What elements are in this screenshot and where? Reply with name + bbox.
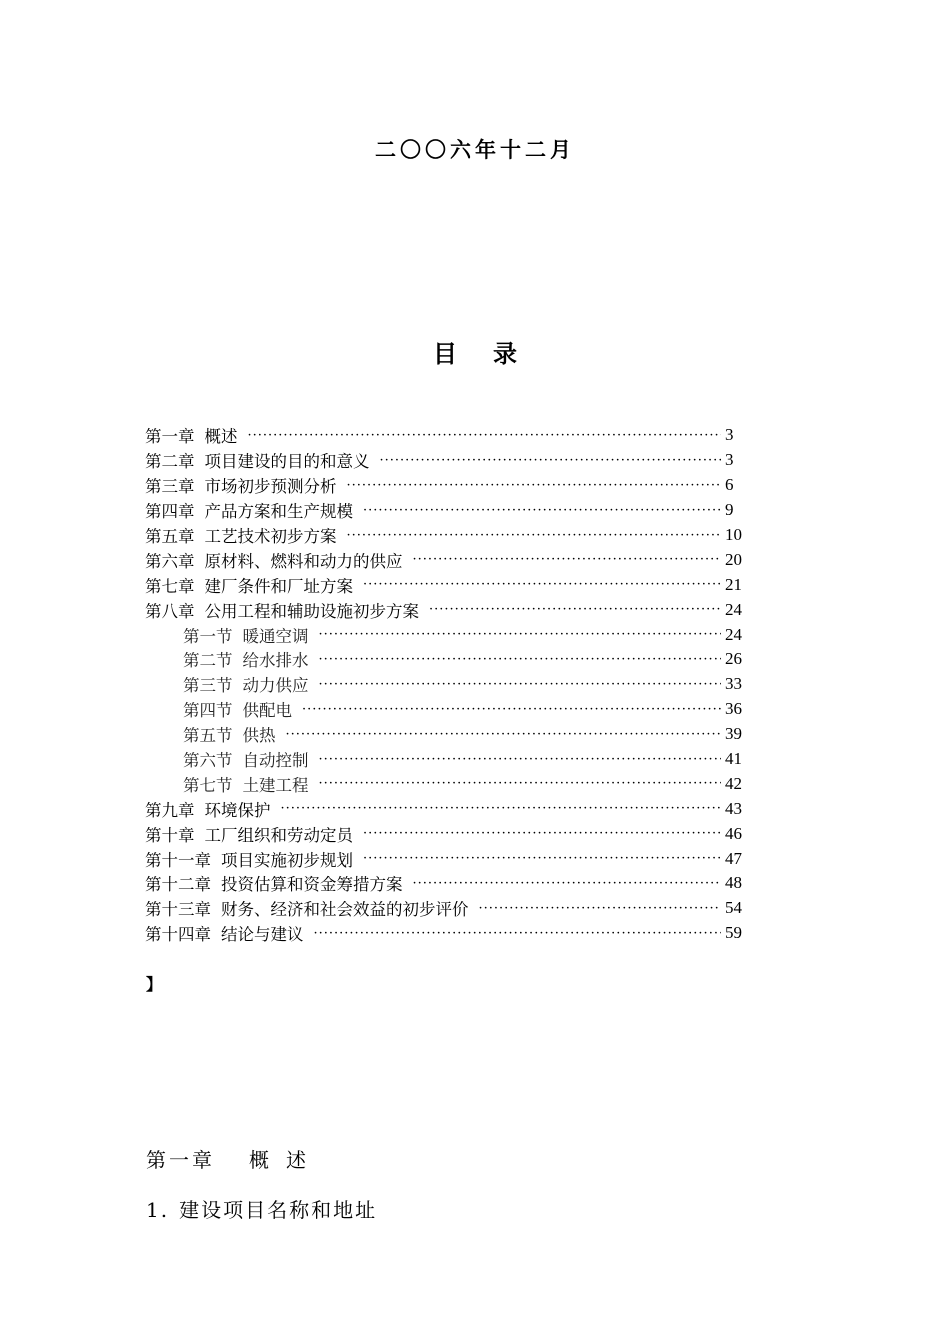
toc-page-number: 36: [725, 699, 742, 719]
toc-chapter-entry[interactable]: [145, 423, 745, 448]
toc-entry-number: 第十二章: [145, 875, 211, 895]
toc-entry-label: [145, 423, 238, 447]
toc-page-number: 9: [725, 500, 734, 520]
toc-entry-label: [145, 896, 469, 920]
chapter-title-char: 述: [286, 1148, 309, 1172]
toc-entry-number: 第一节: [183, 626, 233, 646]
toc-entry-label: [145, 598, 419, 622]
section-heading: [146, 1194, 377, 1223]
toc-dot-leader: [319, 677, 722, 692]
toc-entry-label: [145, 498, 353, 522]
toc-title: [0, 334, 950, 369]
toc-entry-title: 项目实施初步规划: [221, 850, 353, 870]
toc-entry-title: 给水排水: [242, 651, 309, 671]
toc-entry-label: [145, 921, 304, 945]
toc-chapter-entry[interactable]: [145, 572, 745, 597]
toc-page-number: 46: [725, 823, 742, 843]
toc-entry-title: 财务、经济和社会效益的初步评价: [221, 900, 469, 920]
section-number: 1.: [146, 1198, 170, 1222]
toc-entry-label: [145, 473, 337, 497]
toc-dot-leader: [413, 876, 722, 891]
toc-section-entry[interactable]: [145, 697, 745, 722]
toc-page-number: 3: [725, 450, 734, 470]
toc-page-number: 24: [725, 624, 742, 644]
toc-entry-number: 第二节: [183, 651, 233, 671]
toc-entry-number: 第六章: [145, 551, 195, 571]
toc-entry-title: 自动控制: [242, 751, 309, 771]
toc-entry-number: 第三章: [145, 477, 195, 497]
toc-dot-leader: [363, 503, 721, 518]
toc-entry-label: [183, 722, 276, 746]
toc-dot-leader: [281, 801, 722, 816]
toc-entry-title: 供热: [242, 726, 276, 746]
toc-entry-number: 第五节: [183, 726, 233, 746]
toc-section-entry[interactable]: [145, 771, 745, 796]
toc-entry-number: 第十三章: [145, 900, 211, 920]
toc-dot-leader: [363, 826, 721, 841]
toc-entry-title: 概述: [204, 427, 238, 447]
toc-entry-title: 工厂组织和劳动定员: [204, 825, 353, 845]
toc-entry-label: [145, 448, 370, 472]
toc-entry-number: 第二章: [145, 452, 195, 472]
toc-entry-label: [145, 847, 353, 871]
toc-section-entry[interactable]: [145, 722, 745, 747]
toc-section-entry[interactable]: [145, 622, 745, 647]
toc-dot-leader: [479, 901, 722, 916]
toc-entry-title: 土建工程: [242, 775, 309, 795]
toc-section-entry[interactable]: [145, 647, 745, 672]
toc-dot-leader: [347, 478, 722, 493]
toc-entry-number: 第三节: [183, 676, 233, 696]
toc-title-char: 目: [433, 340, 457, 368]
toc-entry-title: 原材料、燃料和动力的供应: [204, 551, 403, 571]
toc-entry-number: 第四节: [183, 701, 233, 721]
toc-dot-leader: [314, 926, 722, 941]
toc-section-entry[interactable]: [145, 672, 745, 697]
toc-chapter-entry[interactable]: [145, 871, 745, 896]
toc-page-number: 6: [725, 475, 734, 495]
toc-entry-label: [183, 623, 309, 647]
toc-dot-leader: [319, 752, 722, 767]
toc-page-number: 3: [725, 425, 734, 445]
toc-dot-leader: [429, 602, 721, 617]
toc-entry-label: [183, 697, 292, 721]
toc-dot-leader: [319, 776, 722, 791]
toc-page-number: 20: [725, 549, 742, 569]
chapter-number: 第一章: [146, 1148, 215, 1172]
toc-page-number: 26: [725, 649, 742, 669]
toc-entry-number: 第六节: [183, 751, 233, 771]
toc-chapter-entry[interactable]: [145, 896, 745, 921]
toc-entry-label: [145, 822, 353, 846]
toc-chapter-entry[interactable]: [145, 921, 745, 946]
toc-entry-label: [145, 523, 337, 547]
toc-dot-leader: [380, 453, 722, 468]
toc-dot-leader: [302, 702, 721, 717]
toc-chapter-entry[interactable]: [145, 448, 745, 473]
toc-dot-leader: [413, 552, 722, 567]
toc-entry-number: 第五章: [145, 527, 195, 546]
toc-page-number: 41: [725, 749, 742, 769]
toc-dot-leader: [319, 627, 722, 642]
toc-dot-leader: [363, 851, 721, 866]
toc-entry-title: 暖通空调: [242, 626, 309, 646]
chapter-heading: [146, 1144, 309, 1173]
toc-entry-number: 第十一章: [145, 850, 211, 870]
toc-entry-title: 动力供应: [242, 676, 309, 696]
toc-dot-leader: [319, 652, 722, 667]
toc-page-number: 54: [725, 898, 742, 918]
toc-dot-leader: [347, 528, 722, 543]
table-of-contents: [145, 423, 745, 946]
toc-section-entry[interactable]: [145, 747, 745, 772]
stray-bracket-mark: 】: [146, 975, 163, 994]
toc-page-number: 48: [725, 873, 742, 893]
toc-page-number: 43: [725, 798, 742, 818]
toc-entry-label: [145, 573, 353, 597]
toc-entry-label: [183, 747, 309, 771]
toc-chapter-entry[interactable]: [145, 597, 745, 622]
chapter-title-char: 概: [249, 1148, 272, 1172]
toc-entry-number: 第十四章: [145, 925, 211, 945]
toc-dot-leader: [248, 428, 722, 443]
toc-chapter-entry[interactable]: [145, 821, 745, 846]
toc-chapter-entry[interactable]: [145, 796, 745, 821]
toc-page-number: 59: [725, 923, 742, 943]
toc-page-number: 33: [725, 674, 742, 694]
toc-entry-number: 第八章: [145, 601, 195, 621]
toc-title-char: 录: [493, 340, 517, 368]
toc-entry-title: 工艺技术初步方案: [204, 527, 337, 546]
toc-entry-label: [183, 672, 309, 696]
toc-dot-leader: [286, 727, 722, 742]
toc-entry-number: 第九章: [145, 800, 195, 820]
toc-page-number: 42: [725, 773, 742, 793]
toc-entry-number: 第十章: [145, 825, 195, 845]
document-date: 二〇〇六年十二月: [375, 138, 575, 162]
toc-entry-label: [183, 772, 309, 796]
toc-page-number: 47: [725, 848, 742, 868]
toc-entry-title: 环境保护: [204, 800, 271, 820]
toc-entry-label: [183, 647, 309, 671]
toc-chapter-entry[interactable]: [145, 498, 745, 523]
toc-entry-label: [145, 797, 271, 821]
toc-entry-title: 产品方案和生产规模: [204, 502, 353, 522]
toc-entry-title: 建厂条件和厂址方案: [204, 576, 353, 596]
toc-page-number: 10: [725, 525, 742, 544]
toc-entry-number: 第七节: [183, 775, 233, 795]
toc-entry-label: [145, 548, 403, 572]
section-title: 建设项目名称和地址: [179, 1198, 378, 1222]
toc-chapter-entry[interactable]: [145, 473, 745, 498]
toc-entry-title: 市场初步预测分析: [204, 477, 337, 497]
toc-entry-label: [145, 871, 403, 895]
toc-entry-title: 公用工程和辅助设施初步方案: [204, 601, 419, 621]
toc-entry-title: 投资估算和资金筹措方案: [221, 875, 403, 895]
toc-page-number: 21: [725, 574, 742, 594]
toc-entry-number: 第四章: [145, 502, 195, 522]
toc-dot-leader: [363, 577, 721, 592]
toc-entry-title: 结论与建议: [221, 925, 304, 945]
toc-page-number: 39: [725, 724, 742, 744]
toc-chapter-entry[interactable]: [145, 547, 745, 572]
toc-page-number: 24: [725, 599, 742, 619]
toc-entry-title: 供配电: [242, 701, 292, 721]
toc-chapter-entry[interactable]: [145, 523, 745, 548]
toc-entry-number: 第一章: [145, 427, 195, 447]
toc-chapter-entry[interactable]: [145, 846, 745, 871]
toc-entry-title: 项目建设的目的和意义: [204, 452, 370, 472]
toc-entry-number: 第七章: [145, 576, 195, 596]
